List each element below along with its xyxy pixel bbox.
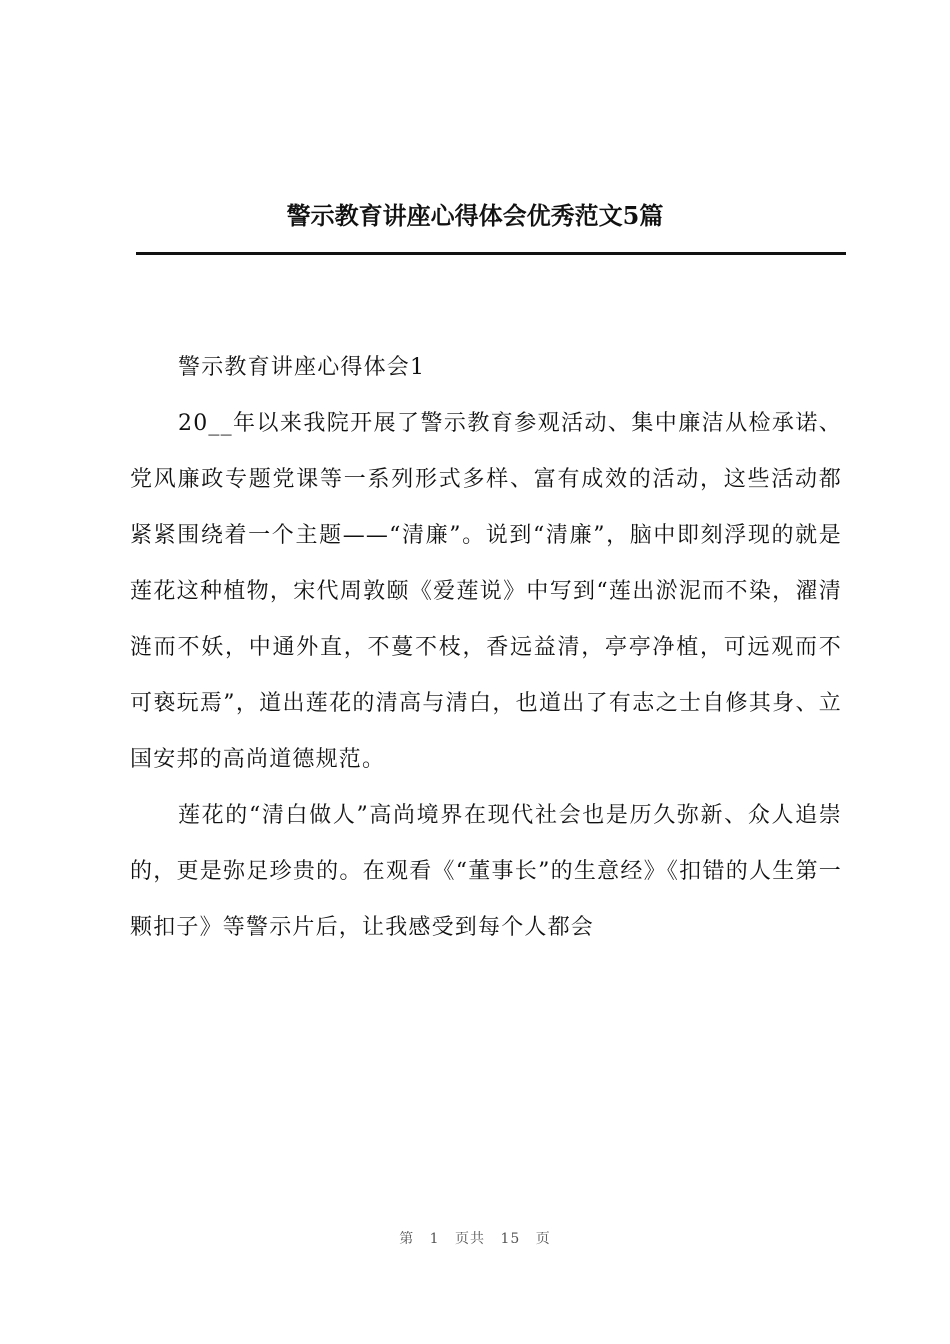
footer-current-page: 1: [429, 1231, 440, 1247]
document-title: 警示教育讲座心得体会优秀范文5篇: [286, 201, 664, 230]
footer-prefix: 第: [399, 1231, 415, 1247]
body-paragraph-1: 20__年以来我院开展了警示教育参观活动、集中廉洁从检承诺、党风廉政专题党课等一系列形式多样、富有成效的活动，这些活动都紧紧围绕着一个主题——“清廉”。说到“清廉”，脑中即刻浮现的就是莲花这种植物，宋代周敦颐《爱莲说》中写到“莲出淤泥而不染，濯清涟而不妖，中通外直，不蔓不枝，香远益清，亭亭净植，可远观而不可亵玩焉”，道出莲花的清高与清白，也道出了有志之士自修其身、立国安邦的高尚道德规范。: [130, 411, 842, 772]
footer-total-pages: 15: [500, 1231, 521, 1247]
footer-mid: 页共: [455, 1231, 486, 1247]
title-divider: [136, 252, 846, 255]
footer-suffix: 页: [535, 1231, 551, 1247]
body-paragraph-2: 莲花的“清白做人”高尚境界在现代社会也是历久弥新、众人追崇的，更是弥足珍贵的。在观看《“董事长”的生意经》《扣错的人生第一颗扣子》等警示片后，让我感受到每个人都会: [130, 803, 842, 940]
section-heading: 警示教育讲座心得体会1: [178, 355, 426, 380]
document-body: [130, 340, 842, 956]
page-footer: [0, 1228, 950, 1248]
